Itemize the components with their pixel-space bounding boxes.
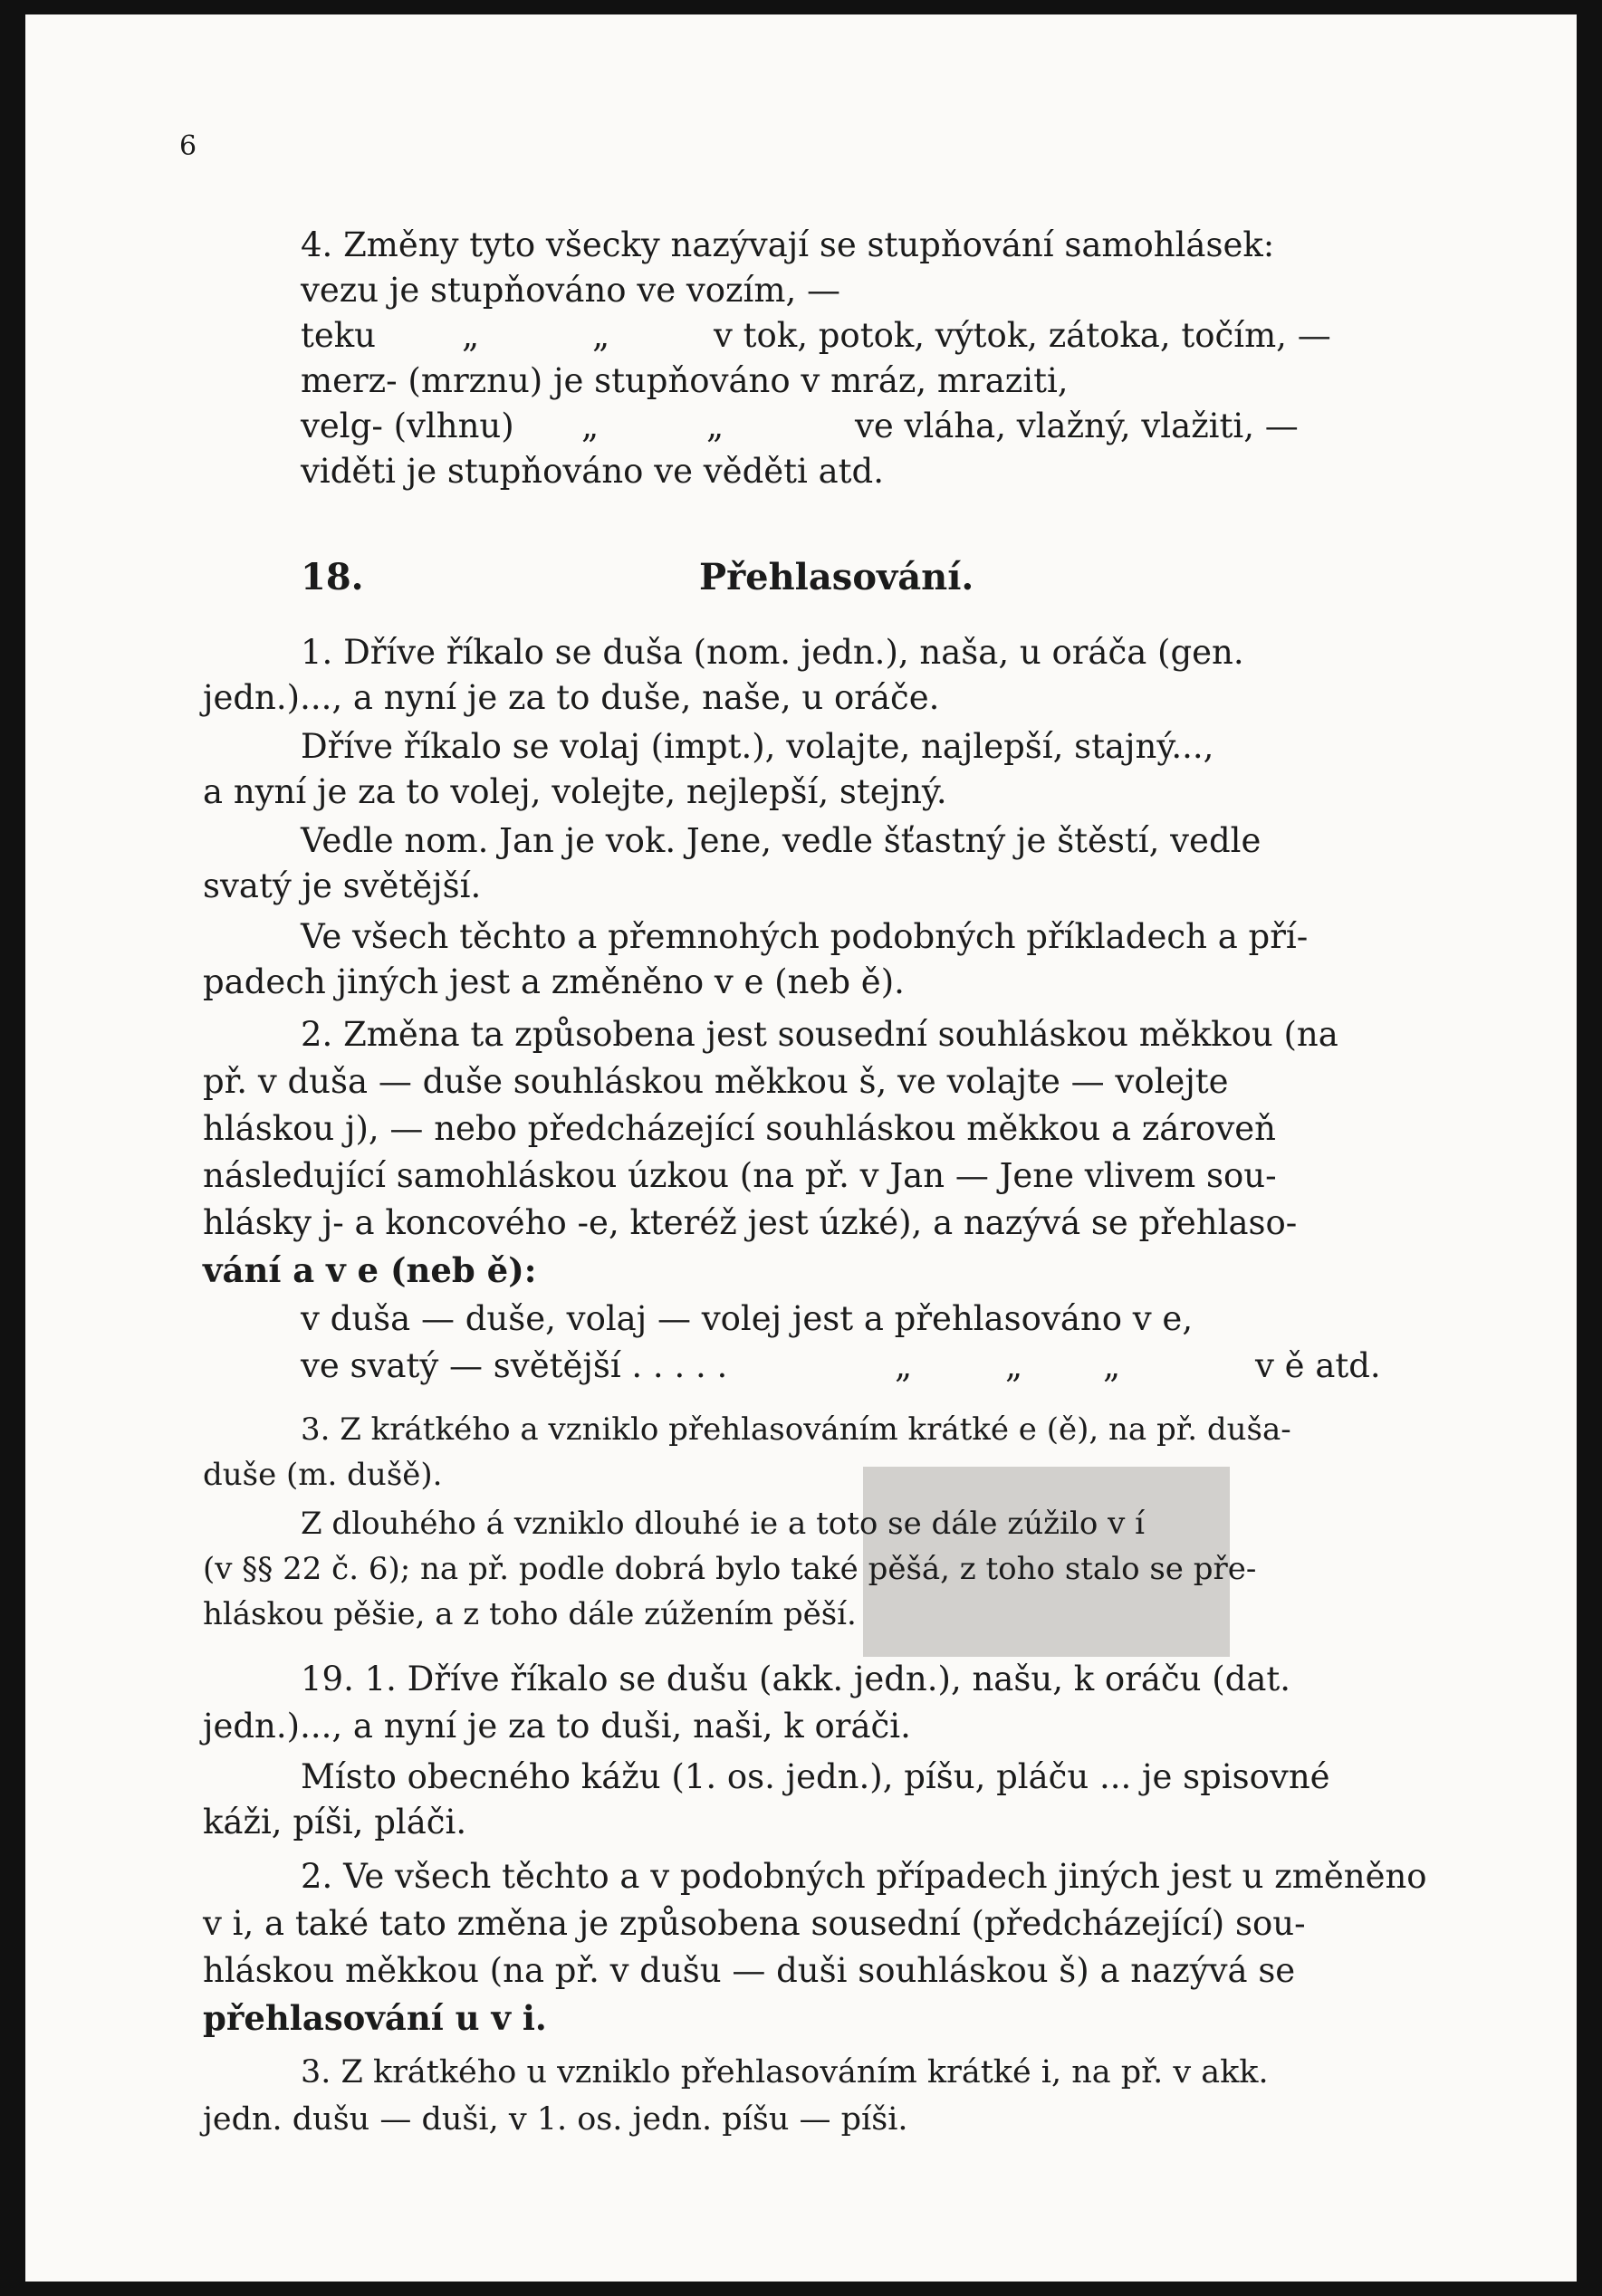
ditto-mark: „ [592,316,610,355]
paragraph-line: 2. Změna ta způsobena jest sousední souhláskou měkkou (na [301,1015,1338,1054]
example-line: merz- (mrznu) je stupňováno v mráz, mraziti, [301,361,1069,400]
example-line: ve svatý — světější . . . . . [301,1346,728,1385]
paragraph-line: svatý je světější. [203,866,482,905]
example-line: ve vláha, vlažný, vlažiti, — [855,407,1299,445]
book-page [25,14,1577,2282]
paragraph-line: hlásky j- a koncového -e, kteréž jest úzké), a nazývá se přehlaso- [203,1203,1298,1242]
paragraph-line: a nyní je za to volej, volejte, nejlepší, stejný. [203,772,947,811]
ditto-mark: „ [895,1346,913,1385]
paragraph-line: 19. 1. Dříve říkalo se dušu (akk. jedn.), našu, k oráču (dat. [301,1660,1291,1698]
paragraph-line: 4. Změny tyto všecky nazývají se stupňování samohlásek: [301,225,1275,264]
example-line: vezu je stupňováno ve vozím, — [301,271,840,310]
paragraph-line: vání a v e (neb ě): [203,1250,537,1290]
paragraph-line: jedn. dušu — duši, v 1. os. jedn. píšu — píši. [203,2101,908,2138]
paragraph-line: káži, píši, pláči. [203,1803,467,1842]
paragraph-line: Ve všech těchto a přemnohých podobných příkladech a pří- [301,917,1309,956]
paragraph-line: hláskou j), — nebo předcházející souhláskou měkkou a zároveň [203,1109,1276,1148]
section-number: 18. [301,556,364,598]
paragraph-line: př. v duša — duše souhláskou měkkou š, ve volajte — volejte [203,1062,1229,1101]
example-line: v tok, potok, výtok, zátoka, točím, — [714,316,1331,355]
paragraph-line: 3. Z krátkého u vzniklo přehlasováním krátké i, na př. v akk. [301,2054,1269,2090]
paragraph-line: následující samohláskou úzkou (na př. v Jan — Jene vlivem sou- [203,1156,1277,1195]
paragraph-line: 2. Ve všech těchto a v podobných případech jiných jest u změněno [301,1857,1427,1896]
page-number: 6 [179,130,197,162]
example-line: v duša — duše, volaj — volej jest a přehlasováno v e, [301,1299,1194,1338]
paragraph-line: duše (m. dušě). [203,1457,443,1493]
paragraph-line: Místo obecného kážu (1. os. jedn.), píšu, pláču ... je spisovné [301,1757,1330,1796]
ditto-mark: „ [462,316,480,355]
paragraph-line: Z dlouhého á vzniklo dlouhé ie a toto se dále zúžilo v í [301,1506,1145,1542]
paragraph-line: Vedle nom. Jan je vok. Jene, vedle šťastný je štěstí, vedle [301,821,1261,860]
ditto-mark: „ [1103,1346,1121,1385]
ditto-mark: „ [706,407,724,445]
example-line: viděti je stupňováno ve věděti atd. [301,452,884,491]
paragraph-line: 3. Z krátkého a vzniklo přehlasováním krátké e (ě), na př. duša- [301,1411,1291,1448]
ditto-mark: „ [581,407,600,445]
section-title: Přehlasování. [699,556,974,598]
ditto-mark: „ [1005,1346,1023,1385]
paragraph-line: hláskou pěšie, a z toho dále zúžením pěší. [203,1596,857,1632]
paragraph-line: jedn.)..., a nyní je za to duši, naši, k oráči. [203,1707,911,1746]
example-line: velg- (vlhnu) [301,407,514,445]
paragraph-line: jedn.)..., a nyní je za to duše, naše, u oráče. [203,678,940,717]
paragraph-line: hláskou měkkou (na př. v dušu — duši souhláskou š) a nazývá se [203,1951,1296,1990]
example-line: v ě atd. [1255,1346,1381,1385]
paragraph-line: v i, a také tato změna je způsobena sousední (předcházející) sou- [203,1904,1306,1943]
paragraph-line: 1. Dříve říkalo se duša (nom. jedn.), naša, u oráča (gen. [301,633,1244,672]
paragraph-line: přehlasování u v i. [203,1998,547,2038]
paragraph-line: (v §§ 22 č. 6); na př. podle dobrá bylo také pěšá, z toho stalo se pře- [203,1551,1257,1587]
example-line: teku [301,316,377,355]
paragraph-line: padech jiných jest a změněno v e (neb ě). [203,962,905,1001]
paragraph-line: Dříve říkalo se volaj (impt.), volajte, najlepší, stajný..., [301,727,1214,766]
